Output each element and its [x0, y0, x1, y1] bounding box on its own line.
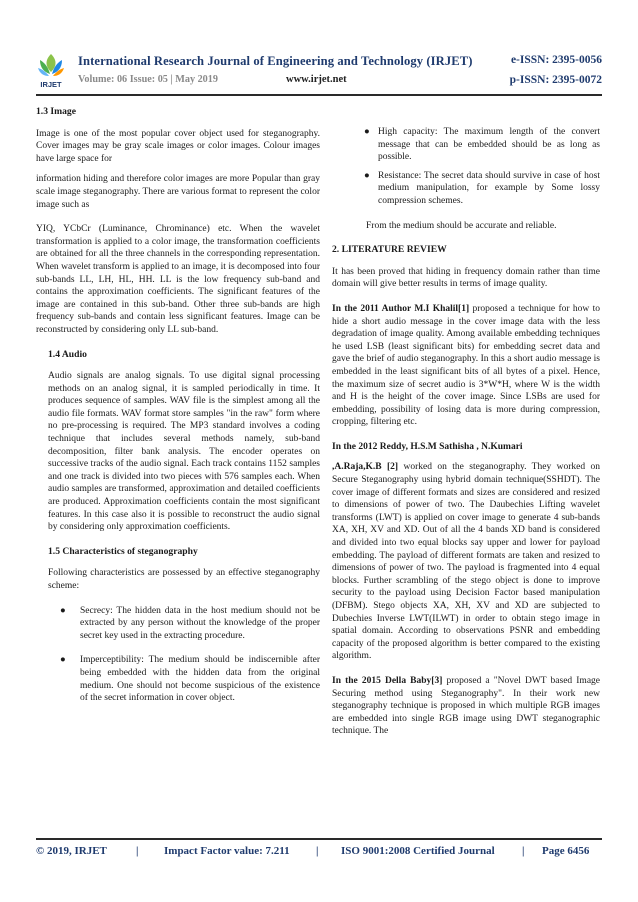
khalil-citation: In the 2011 Author M.I Khalil[1]: [332, 303, 470, 314]
section-1-4-paragraph: Audio signals are analog signals. To use digital signal processing methods on an analog signal, it is sampled periodically in time. It produces sequence of samples. WAV file is the simplest among all the audio file formats. WAV format store samples "in the raw" form where no pre-processing is required. The MP3 standard involves a coding technique that includes several methods namely, sub-band decomposition, filter bank analysis. The encoder operates on successive tracks of the audio signal. Each track contains 1152 samples and one track is divided into two pieces with 576 samples each. When audio samples are transformed, approximation and detailed coefficients are produced. Approximation coefficients contain the most significant features. In this case also it is possible to reconstruct the audio signal by considering only approximation coefficients.: [48, 371, 320, 533]
left-column: [36, 106, 320, 705]
characteristics-list-continued: [332, 126, 600, 208]
irjet-logo-icon: [36, 52, 66, 90]
list-item: ● Secrecy: The hidden data in the host medium should not be extracted by any person without the knowledge of the proper secret key used in the extracting procedure.: [60, 605, 320, 641]
list-item: ● Resistance: The secret data should survive in case of host medium manipulation, for example by Some lossy compression schemes.: [364, 170, 600, 206]
della-citation: In the 2015 Della Baby[3]: [332, 675, 443, 686]
section-1-3-title: 1.3 Image: [36, 106, 76, 117]
raja-citation: ,A.Raja,K.B [2]: [332, 462, 399, 473]
eissn: e-ISSN: 2395-0056: [510, 54, 602, 66]
volume-issue: Volume: 06 Issue: 05 | May 2019: [78, 74, 218, 85]
section-1-4-title: 1.4 Audio: [48, 348, 87, 360]
logo-text: IRJET: [40, 80, 62, 89]
della-paragraph: In the 2015 Della Baby[3] proposed a "Novel DWT based Image Securing method using Steganography". In their work new steganography technique is proposed in which multiple RGB images are embedded into single RGB image using DWT steganographic technique. The: [332, 675, 601, 737]
section-1-3-paragraph-3: YIQ, YCbCr (Luminance, Chrominance) etc. When the wavelet transformation is applied to a color image, the transformation coefficients are obtained for all the three channels in the corresponding representation. When wavelet transform is applied to an image, it is decomposed into four sub-bands LL, LH, HL, HH. LL is the low frequency sub-band and contains the approximation coefficients. The significant features of the image are contained in this sub-band. Other three sub-bands are high frequency sub-bands and contain less significant features. Image can be reconstructed by considering only LL sub-band.: [36, 224, 320, 335]
bullet-icon: ●: [60, 655, 66, 666]
page-number: Page 6456: [542, 845, 590, 857]
right-column: [332, 126, 600, 738]
copyright: © 2019, IRJET: [36, 845, 107, 857]
section-1-5-paragraph: Following characteristics are possessed by an effective steganography scheme:: [48, 568, 320, 591]
characteristics-list: [36, 605, 320, 705]
section-1-3-paragraph-1: Image is one of the most popular cover object used for steganography. Cover images may be gray scale images or color images. Colour images have large space for: [36, 128, 320, 164]
reddy-citation: In the 2012 Reddy, H.S.M Sathisha , N.Kumari: [332, 441, 523, 452]
section-2-title: 2. LITERATURE REVIEW: [332, 244, 447, 256]
iso-certification: ISO 9001:2008 Certified Journal: [341, 845, 495, 857]
reddy-paragraph: [332, 441, 600, 454]
journal-title: International Research Journal of Engineering and Technology (IRJET): [78, 54, 473, 68]
bullet-icon: ●: [364, 170, 370, 181]
impact-factor: Impact Factor value: 7.211: [164, 845, 290, 857]
footer-separator: |: [522, 845, 525, 857]
section-2-paragraph-1: It has been proved that hiding in frequency domain rather than time domain will give better results in terms of image quality.: [332, 266, 600, 290]
section-1-5-title: 1.5 Characteristics of steganography: [48, 545, 198, 557]
footer-separator: |: [316, 845, 319, 857]
bullet-icon: ●: [364, 127, 370, 137]
header-divider: [36, 94, 602, 96]
reddy-paragraph-body: ,A.Raja,K.B [2] worked on the steganography. They worked on Secure Steganography using hybrid domain technique(SSHDT). The cover image of different formats and sizes are considered and resized to dimensions of power of two. The Daubechies Lifting wavelet transforms (LWT) is applied on cover image to generate 4 sub-bands XA, XH, XV and XD. Out of all the 4 bands XD band is considered and divided into two equal blocks say upper and lower for payload embedding. The payload of different formats are taken and resized to dimensions of power of two. The payload is fragmented into 4 equal blocks. Further scrambling of the stego object is done to improve security to the payload using Decision Factor based manipulation (DFBM). Stego objects XA, XH, XV and XD are subjected to Dubechies Inverse LWT(ILWT) in order to obtain stego image in spatial domain. According to observations PSNR and embedding capacity of the proposed algorithm is better compared to the existing algorithm.: [332, 462, 600, 662]
khalil-paragraph: In the 2011 Author M.I Khalil[1] proposed a technique for how to hide a short audio message in the cover image data with the less degradation of image quality. Among available embedding techniques he used LSB (least significant bits) for embedding secret data and gave the brief of audio steganography. In this a short audio message is embedded in the least significant bits of all bytes of a pixel. Hence, the maximum size of secret audio is 3*W*H, where W is the width and H is the height of the cover image. Since LSBs are used for embedding, possibility of losing data is more during compression, cropping, filtering etc.: [332, 303, 600, 428]
footer-separator: |: [136, 845, 139, 857]
bullet-icon: ●: [60, 605, 66, 616]
accuracy-note: From the medium should be accurate and reliable.: [366, 220, 557, 231]
section-1-3-paragraph-2: information hiding and therefore color images are more Popular than gray scale image steganography. There are various format to represent the color image such as: [36, 174, 320, 210]
website-link[interactable]: www.irjet.net: [286, 74, 347, 85]
list-item: ● High capacity: The maximum length of the convert message that can be embedded should be as long as possible.: [364, 127, 600, 163]
journal-header: [36, 50, 602, 96]
footer-divider: [36, 838, 602, 840]
pissn: p-ISSN: 2395-0072: [509, 74, 602, 86]
list-item: ● Imperceptibility: The medium should be indiscernible after being embedded with the hidden data from the original medium. One should not become suspicious of the existence of the secret information in cover object.: [60, 655, 320, 704]
